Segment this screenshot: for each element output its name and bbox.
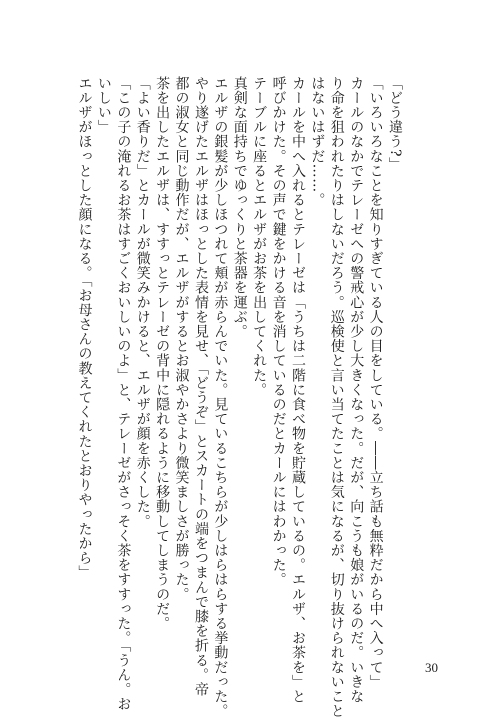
text-line: カールを中へ入れるとテレーゼは「うちは二階に食べ物を貯蔵しているの。エルザ、お茶を」と — [289, 76, 306, 704]
text-line: 呼びかけた。その声で鍵をかける音を消しているのだとカールにはわかった。 — [270, 76, 287, 587]
text-line: はないはずだ……。 — [309, 76, 326, 208]
text-line: いしい」 — [95, 76, 112, 135]
vertical-body-text — [74, 76, 404, 718]
text-line: やり遂げたエルザはほっとした表情を見せ、「どうぞ」とスカートの端をつまんで膝を折る。帝 — [192, 76, 209, 697]
text-line: 都の淑女と同じ動作だが、エルザがするとお淑やかさより微笑ましさが勝った。 — [173, 76, 190, 602]
text-line: 「いろいろなことを知りすぎている人の目をしている。――立ち話も無粋だから中へ入って」 — [367, 76, 384, 690]
text-line: カールのなかでテレーゼへの警戒心が少し大きくなった。だが、向こうも娘がいるのだ。いきな — [348, 76, 365, 704]
text-line: エルザの銀髪が少しほつれて頬が赤らんでいた。見ているこちらが少しはらはらする挙動だった。 — [212, 76, 229, 718]
text-line: 真剣な面持ちでゆっくりと茶器を運ぶ。 — [231, 76, 248, 339]
text-line: エルザがほっとした顔になる。「お母さんの教えてくれたとおりやったから」 — [76, 76, 93, 580]
text-line: テーブルに座るとエルザがお茶を出してくれた。 — [251, 76, 268, 398]
text-line: 「この子の淹れるお茶はすごくおいしいのよ」と、テレーゼがさっそく茶をすすった。「うん。お — [115, 76, 132, 712]
page-number: 30 — [425, 660, 438, 675]
text-line: 茶を出したエルザは、すすっとテレーゼの背中に隠れるように移動してしまうのだ。 — [154, 76, 171, 631]
text-line: 「よい香りだ」とカールが微笑みかけると、エルザが顔を赤くした。 — [134, 76, 151, 529]
text-line: 「どう違う?」 — [387, 76, 403, 172]
text-line: り命を狙われたりはしないだろう。巡検使と言い当てたことは気になるが、切り抜けられないこと — [328, 76, 345, 718]
